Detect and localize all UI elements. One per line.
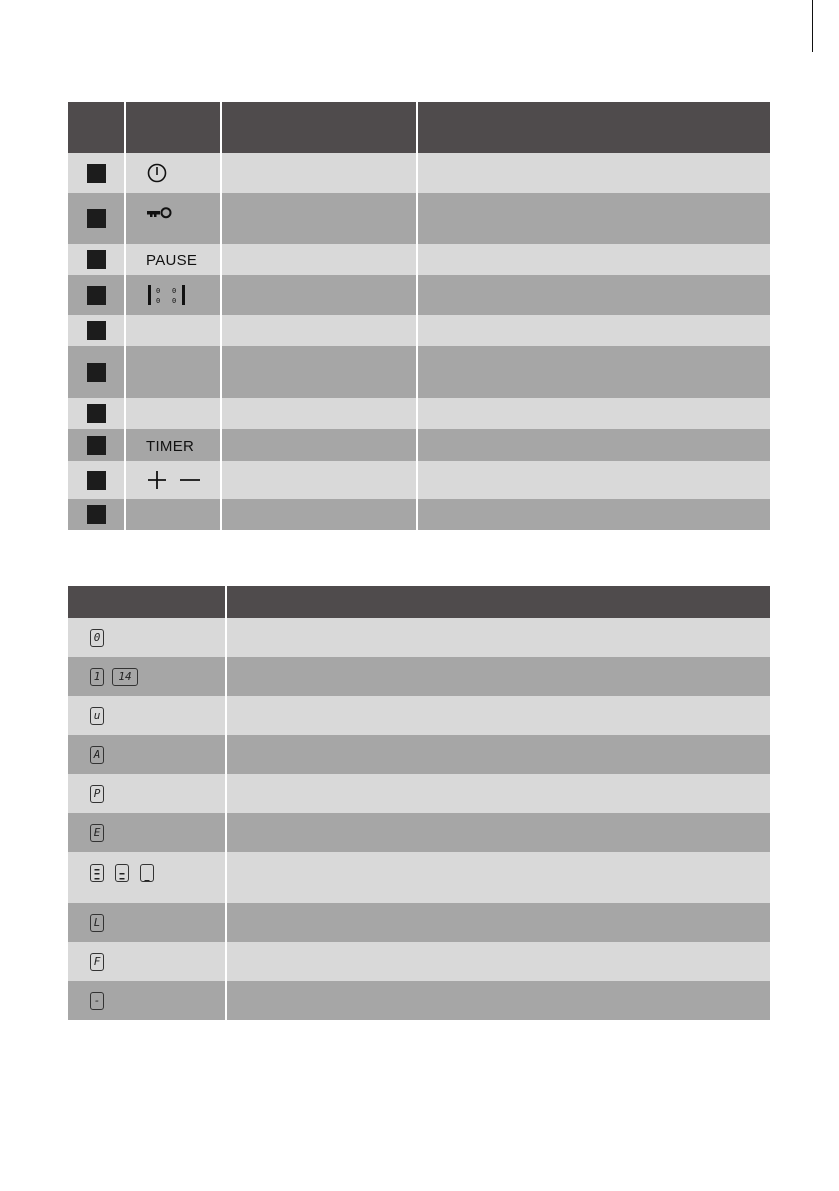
display-digit: - [90, 992, 104, 1010]
table-row [68, 429, 770, 461]
sensor-symbol-cell [125, 315, 221, 346]
row-marker [87, 436, 106, 455]
table-row [68, 942, 770, 981]
table-row [68, 903, 770, 942]
key-icon [146, 206, 220, 220]
control-panel-table [68, 102, 770, 530]
display-table [68, 586, 770, 1020]
display-digit: u [90, 707, 104, 725]
function-cell [221, 429, 417, 461]
sensor-symbol-cell [125, 398, 221, 429]
row-marker [87, 250, 106, 269]
row-marker-cell [68, 461, 125, 499]
zone-icon [146, 283, 220, 307]
table-row [68, 981, 770, 1020]
table-row [68, 813, 770, 852]
description-cell [417, 499, 770, 530]
svg-text:0: 0 [156, 297, 161, 305]
display-digit: E [90, 824, 104, 842]
row-marker [87, 471, 106, 490]
display-digit: F [90, 953, 104, 971]
description-cell [226, 852, 770, 903]
row-marker-cell [68, 244, 125, 275]
svg-text:0: 0 [172, 297, 177, 305]
function-cell [221, 398, 417, 429]
table-row [68, 735, 770, 774]
display-digit: 14 [112, 668, 138, 686]
display-digit-level-3 [90, 864, 104, 882]
display-symbol-cell [68, 696, 226, 735]
function-cell [221, 153, 417, 193]
display-symbol-cell [68, 903, 226, 942]
row-marker-cell [68, 153, 125, 193]
display-digit: A [90, 746, 104, 764]
sensor-symbol-cell [125, 499, 221, 530]
svg-text:0: 0 [156, 287, 161, 295]
display-digit-level-1 [140, 864, 154, 882]
display-symbol-cell [68, 813, 226, 852]
table-row [68, 774, 770, 813]
description-cell [417, 346, 770, 398]
table-row [68, 696, 770, 735]
table-row [68, 315, 770, 346]
row-marker [87, 164, 106, 183]
display-digit: 1 [90, 668, 104, 686]
display-symbol-cell [68, 942, 226, 981]
description-cell [417, 315, 770, 346]
header-cell-number [68, 102, 125, 153]
sensor-symbol-cell [125, 193, 221, 244]
svg-text:0: 0 [172, 287, 177, 295]
description-cell [417, 244, 770, 275]
description-cell [417, 429, 770, 461]
description-cell [226, 735, 770, 774]
function-cell [221, 461, 417, 499]
table-header-row [68, 586, 770, 618]
table-row [68, 275, 770, 315]
power-icon [146, 162, 220, 184]
display-symbol-cell [68, 981, 226, 1020]
description-cell [417, 398, 770, 429]
table-row [68, 398, 770, 429]
sensor-label: TIMER [146, 437, 195, 455]
display-digit: 0 [90, 629, 104, 647]
sensor-symbol-cell [125, 346, 221, 398]
row-marker [87, 209, 106, 228]
row-marker-cell [68, 499, 125, 530]
table-row [68, 852, 770, 903]
plus-minus-icon [146, 470, 220, 490]
display-symbol-cell [68, 735, 226, 774]
row-marker [87, 321, 106, 340]
row-marker [87, 404, 106, 423]
row-marker-cell [68, 398, 125, 429]
row-marker-cell [68, 193, 125, 244]
description-cell [417, 193, 770, 244]
table-row [68, 193, 770, 244]
table-row [68, 153, 770, 193]
table-row [68, 244, 770, 275]
header-cell-description [417, 102, 770, 153]
description-cell [417, 153, 770, 193]
sensor-symbol-cell [125, 275, 221, 315]
description-cell [417, 461, 770, 499]
description-cell [226, 696, 770, 735]
function-cell [221, 315, 417, 346]
header-cell-description [226, 586, 770, 618]
description-cell [226, 774, 770, 813]
function-cell [221, 346, 417, 398]
display-digit-level-2 [115, 864, 129, 882]
row-marker-cell [68, 275, 125, 315]
description-cell [417, 275, 770, 315]
header-cell-function [221, 102, 417, 153]
function-cell [221, 193, 417, 244]
table-row [68, 618, 770, 657]
sensor-label: PAUSE [146, 252, 198, 269]
description-cell [226, 813, 770, 852]
description-cell [226, 942, 770, 981]
header-cell-display [68, 586, 226, 618]
sensor-symbol-cell [125, 429, 221, 461]
display-symbol-cell [68, 657, 226, 696]
function-cell [221, 244, 417, 275]
display-symbol-cell [68, 852, 226, 903]
sensor-symbol-cell [125, 244, 221, 275]
sensor-symbol-cell [125, 153, 221, 193]
function-cell [221, 275, 417, 315]
row-marker [87, 286, 106, 305]
display-digit: L [90, 914, 104, 932]
description-cell [226, 618, 770, 657]
row-marker-cell [68, 429, 125, 461]
function-cell [221, 499, 417, 530]
table-row [68, 346, 770, 398]
row-marker-cell [68, 315, 125, 346]
description-cell [226, 657, 770, 696]
sensor-symbol-cell [125, 461, 221, 499]
header-cell-sensor [125, 102, 221, 153]
table-row [68, 499, 770, 530]
table-header-row [68, 102, 770, 153]
row-marker-cell [68, 346, 125, 398]
display-digit: P [90, 785, 104, 803]
row-marker [87, 363, 106, 382]
table-row [68, 657, 770, 696]
display-symbol-cell [68, 618, 226, 657]
row-marker [87, 505, 106, 524]
table-row [68, 461, 770, 499]
description-cell [226, 981, 770, 1020]
display-symbol-cell [68, 774, 226, 813]
page-edge-mark [812, 0, 813, 52]
description-cell [226, 903, 770, 942]
